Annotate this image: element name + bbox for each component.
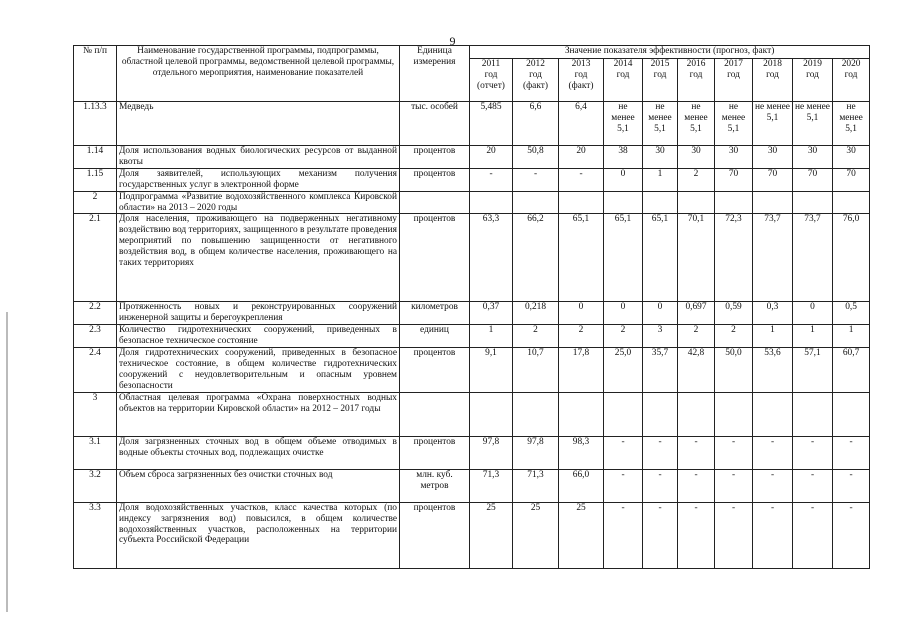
page-edge-mark <box>6 312 8 612</box>
table-row <box>74 302 870 325</box>
value-cell: 0 <box>643 302 678 325</box>
header-year-year: 2011 <box>481 59 501 69</box>
table-row <box>74 168 870 191</box>
unit-cell: процентов <box>400 502 470 568</box>
value-cell <box>643 392 678 436</box>
value-cell: 63,3 <box>470 214 513 302</box>
value-cell: - <box>833 469 870 502</box>
value-cell: 1 <box>793 325 833 348</box>
header-year-2013 <box>559 59 604 102</box>
value-cell <box>753 392 793 436</box>
row-number: 2.3 <box>74 325 117 348</box>
value-cell: 0 <box>559 302 604 325</box>
value-cell: 0 <box>793 302 833 325</box>
value-cell: - <box>793 469 833 502</box>
value-cell: 66,2 <box>513 214 559 302</box>
value-cell: - <box>643 469 678 502</box>
value-cell <box>678 191 715 214</box>
header-year-year: 2017 <box>724 59 743 69</box>
header-year-sub: год <box>806 69 819 80</box>
table-row <box>74 392 870 436</box>
value-cell: 50,0 <box>715 348 753 393</box>
value-cell <box>470 392 513 436</box>
value-cell: 2 <box>559 325 604 348</box>
value-cell: не менее 5,1 <box>833 102 870 146</box>
value-cell: 35,7 <box>643 348 678 393</box>
value-cell <box>470 191 513 214</box>
row-number: 2.4 <box>74 348 117 393</box>
value-cell: 25,0 <box>604 348 643 393</box>
row-number: 2 <box>74 191 117 214</box>
value-cell: 73,7 <box>793 214 833 302</box>
unit-cell: километров <box>400 302 470 325</box>
value-cell: - <box>715 502 753 568</box>
value-cell: - <box>715 436 753 469</box>
header-year-year: 2019 <box>803 59 822 69</box>
value-cell: 1 <box>833 325 870 348</box>
header-year-2016 <box>678 59 715 102</box>
indicator-name: Медведь <box>117 102 400 146</box>
unit-cell <box>400 392 470 436</box>
unit-cell: процентов <box>400 436 470 469</box>
value-cell: 30 <box>833 146 870 169</box>
header-year-year: 2018 <box>763 59 782 69</box>
value-cell <box>604 191 643 214</box>
value-cell: - <box>753 436 793 469</box>
value-cell <box>715 392 753 436</box>
unit-cell: процентов <box>400 146 470 169</box>
indicator-name: Областная целевая программа «Охрана поверхностных водных объектов на территории Кировской области» на 2012 – 2017 годы <box>117 392 400 436</box>
value-cell: 0,59 <box>715 302 753 325</box>
value-cell <box>559 191 604 214</box>
value-cell: 57,1 <box>793 348 833 393</box>
value-cell: 0,218 <box>513 302 559 325</box>
header-year-sub: год <box>766 69 779 80</box>
unit-cell: тыс. особей <box>400 102 470 146</box>
value-cell <box>833 191 870 214</box>
row-number: 1.13.3 <box>74 102 117 146</box>
header-year-sub: год <box>653 69 667 80</box>
value-cell <box>753 191 793 214</box>
value-cell: 30 <box>793 146 833 169</box>
value-cell: 6,4 <box>559 102 604 146</box>
value-cell: 38 <box>604 146 643 169</box>
value-cell: 1 <box>753 325 793 348</box>
header-year-2012 <box>513 59 559 102</box>
header-num: № п/п <box>74 46 117 102</box>
value-cell <box>833 392 870 436</box>
row-number: 2.2 <box>74 302 117 325</box>
value-cell: 76,0 <box>833 214 870 302</box>
row-number: 1.15 <box>74 168 117 191</box>
value-cell <box>715 191 753 214</box>
value-cell: 65,1 <box>643 214 678 302</box>
value-cell: 20 <box>559 146 604 169</box>
value-cell: - <box>678 436 715 469</box>
value-cell: 60,7 <box>833 348 870 393</box>
value-cell: 1 <box>643 168 678 191</box>
indicators-table <box>73 45 870 569</box>
value-cell: 17,8 <box>559 348 604 393</box>
value-cell: 0 <box>604 168 643 191</box>
header-name: Наименование государственной программы, подпрограммы, областной целевой программы, ведомственной целевой программы, отдельного мероприятия, наименование показателей <box>117 46 400 102</box>
value-cell: 2 <box>678 168 715 191</box>
header-year-sub: год <box>616 69 630 80</box>
header-year-sub: год <box>727 69 740 80</box>
header-year-2020 <box>833 59 870 102</box>
value-cell: 5,485 <box>470 102 513 146</box>
table-row <box>74 348 870 393</box>
value-cell: не менее 5,1 <box>753 102 793 146</box>
value-cell: 70 <box>715 168 753 191</box>
table-row <box>74 191 870 214</box>
value-cell: не менее 5,1 <box>604 102 643 146</box>
value-cell: - <box>678 469 715 502</box>
value-cell: - <box>753 469 793 502</box>
row-number: 3 <box>74 392 117 436</box>
header-year-year: 2014 <box>613 59 633 69</box>
table-row <box>74 502 870 568</box>
row-number: 2.1 <box>74 214 117 302</box>
value-cell: 42,8 <box>678 348 715 393</box>
indicator-name: Доля водохозяйственных участков, класс качества которых (по индексу загрязнения вод) повысился, в общем количестве водохозяйственных участков, расположенных на территории субъекта Российской Федерации <box>117 502 400 568</box>
header-year-sub: год <box>844 69 858 80</box>
value-cell: 25 <box>559 502 604 568</box>
header-year-2011 <box>470 59 513 102</box>
unit-cell: процентов <box>400 348 470 393</box>
row-number: 3.3 <box>74 502 117 568</box>
header-row <box>74 46 870 59</box>
value-cell: - <box>753 502 793 568</box>
header-year-year: 2015 <box>650 59 670 69</box>
header-year-note: (факт) <box>522 80 548 91</box>
table-row <box>74 102 870 146</box>
indicator-name: Объем сброса загрязненных без очистки сточных вод <box>117 469 400 502</box>
table-row <box>74 214 870 302</box>
value-cell: 70,1 <box>678 214 715 302</box>
unit-cell: млн. куб. метров <box>400 469 470 502</box>
header-unit: Единица измерения <box>400 46 470 102</box>
value-cell <box>643 191 678 214</box>
value-cell: 98,3 <box>559 436 604 469</box>
value-cell: 0 <box>604 302 643 325</box>
value-cell: 70 <box>753 168 793 191</box>
value-cell <box>678 392 715 436</box>
row-number: 1.14 <box>74 146 117 169</box>
value-cell: 2 <box>604 325 643 348</box>
unit-cell: единиц <box>400 325 470 348</box>
header-group: Значение показателя эффективности (прогноз, факт) <box>470 46 870 59</box>
header-year-year: 2013 <box>571 59 591 69</box>
row-number: 3.2 <box>74 469 117 502</box>
value-cell: - <box>604 436 643 469</box>
indicator-name: Доля гидротехнических сооружений, приведенных в безопасное техническое состояние, в общем количестве гидротехнических сооружений с неудовлетворительным и опасным уровнем безопасности <box>117 348 400 393</box>
value-cell <box>513 191 559 214</box>
value-cell: 0,37 <box>470 302 513 325</box>
header-year-2015 <box>643 59 678 102</box>
header-year-2014 <box>604 59 643 102</box>
header-year-year: 2012 <box>526 59 545 69</box>
value-cell: 66,0 <box>559 469 604 502</box>
value-cell: 70 <box>833 168 870 191</box>
header-year-sub: год <box>529 69 542 80</box>
unit-cell: процентов <box>400 168 470 191</box>
value-cell: - <box>833 502 870 568</box>
value-cell: 65,1 <box>604 214 643 302</box>
value-cell: 97,8 <box>513 436 559 469</box>
value-cell: 10,7 <box>513 348 559 393</box>
value-cell: 50,8 <box>513 146 559 169</box>
value-cell <box>513 392 559 436</box>
value-cell: не менее 5,1 <box>643 102 678 146</box>
value-cell: 9,1 <box>470 348 513 393</box>
value-cell: 71,3 <box>513 469 559 502</box>
table-row <box>74 469 870 502</box>
header-year-sub: год <box>574 69 588 80</box>
value-cell: 0,697 <box>678 302 715 325</box>
value-cell: - <box>513 168 559 191</box>
indicator-name: Подпрограмма «Развитие водохозяйственного комплекса Кировской области» на 2013 – 2020 годы <box>117 191 400 214</box>
table-row <box>74 146 870 169</box>
value-cell: - <box>643 502 678 568</box>
value-cell: 0,3 <box>753 302 793 325</box>
value-cell: - <box>793 436 833 469</box>
value-cell: 72,3 <box>715 214 753 302</box>
value-cell: 1 <box>470 325 513 348</box>
indicator-name: Доля загрязненных сточных вод в общем объеме отводимых в водные объекты сточных вод, подлежащих очистке <box>117 436 400 469</box>
value-cell: - <box>793 502 833 568</box>
value-cell: 53,6 <box>753 348 793 393</box>
indicator-name: Доля населения, проживающего на подверженных негативному воздействию вод территориях, защищенного в результате проведения мероприятий по повышению защищенности от негативного воздействия вод, в общем количестве населения, проживающего на таких территориях <box>117 214 400 302</box>
header-year-2017 <box>715 59 753 102</box>
unit-cell: процентов <box>400 214 470 302</box>
header-year-year: 2020 <box>841 59 861 69</box>
value-cell: 2 <box>678 325 715 348</box>
value-cell: - <box>715 469 753 502</box>
header-year-note: (факт) <box>568 80 594 91</box>
table-row <box>74 436 870 469</box>
value-cell: - <box>559 168 604 191</box>
value-cell: - <box>604 469 643 502</box>
value-cell: 25 <box>470 502 513 568</box>
header-year-year: 2016 <box>686 59 706 69</box>
header-year-2018 <box>753 59 793 102</box>
value-cell: 71,3 <box>470 469 513 502</box>
value-cell: 2 <box>513 325 559 348</box>
value-cell: 73,7 <box>753 214 793 302</box>
header-year-note: (отчет) <box>477 80 505 91</box>
header-year-sub: год <box>484 69 498 80</box>
value-cell: 30 <box>715 146 753 169</box>
value-cell: 97,8 <box>470 436 513 469</box>
value-cell: 65,1 <box>559 214 604 302</box>
unit-cell <box>400 191 470 214</box>
value-cell: 30 <box>678 146 715 169</box>
value-cell: - <box>643 436 678 469</box>
value-cell: не менее 5,1 <box>715 102 753 146</box>
indicator-name: Протяженность новых и реконструированных сооружений инженерной защиты и берегоукрепления <box>117 302 400 325</box>
value-cell <box>793 392 833 436</box>
value-cell: 30 <box>753 146 793 169</box>
value-cell: - <box>833 436 870 469</box>
value-cell <box>793 191 833 214</box>
value-cell: 3 <box>643 325 678 348</box>
value-cell: - <box>470 168 513 191</box>
value-cell: 25 <box>513 502 559 568</box>
indicator-name: Доля использования водных биологических ресурсов от выданной квоты <box>117 146 400 169</box>
header-year-sub: год <box>689 69 703 80</box>
value-cell: 6,6 <box>513 102 559 146</box>
table-row <box>74 325 870 348</box>
header-year-2019 <box>793 59 833 102</box>
value-cell: не менее 5,1 <box>678 102 715 146</box>
value-cell: - <box>604 502 643 568</box>
value-cell: 2 <box>715 325 753 348</box>
value-cell <box>604 392 643 436</box>
value-cell: 0,5 <box>833 302 870 325</box>
indicator-name: Доля заявителей, использующих механизм получения государственных услуг в электронной форме <box>117 168 400 191</box>
indicator-name: Количество гидротехнических сооружений, приведенных в безопасное техническое состояние <box>117 325 400 348</box>
row-number: 3.1 <box>74 436 117 469</box>
value-cell: 70 <box>793 168 833 191</box>
value-cell: - <box>678 502 715 568</box>
value-cell: не менее 5,1 <box>793 102 833 146</box>
value-cell <box>559 392 604 436</box>
value-cell: 30 <box>643 146 678 169</box>
page-number: 9 <box>449 34 456 48</box>
value-cell: 20 <box>470 146 513 169</box>
